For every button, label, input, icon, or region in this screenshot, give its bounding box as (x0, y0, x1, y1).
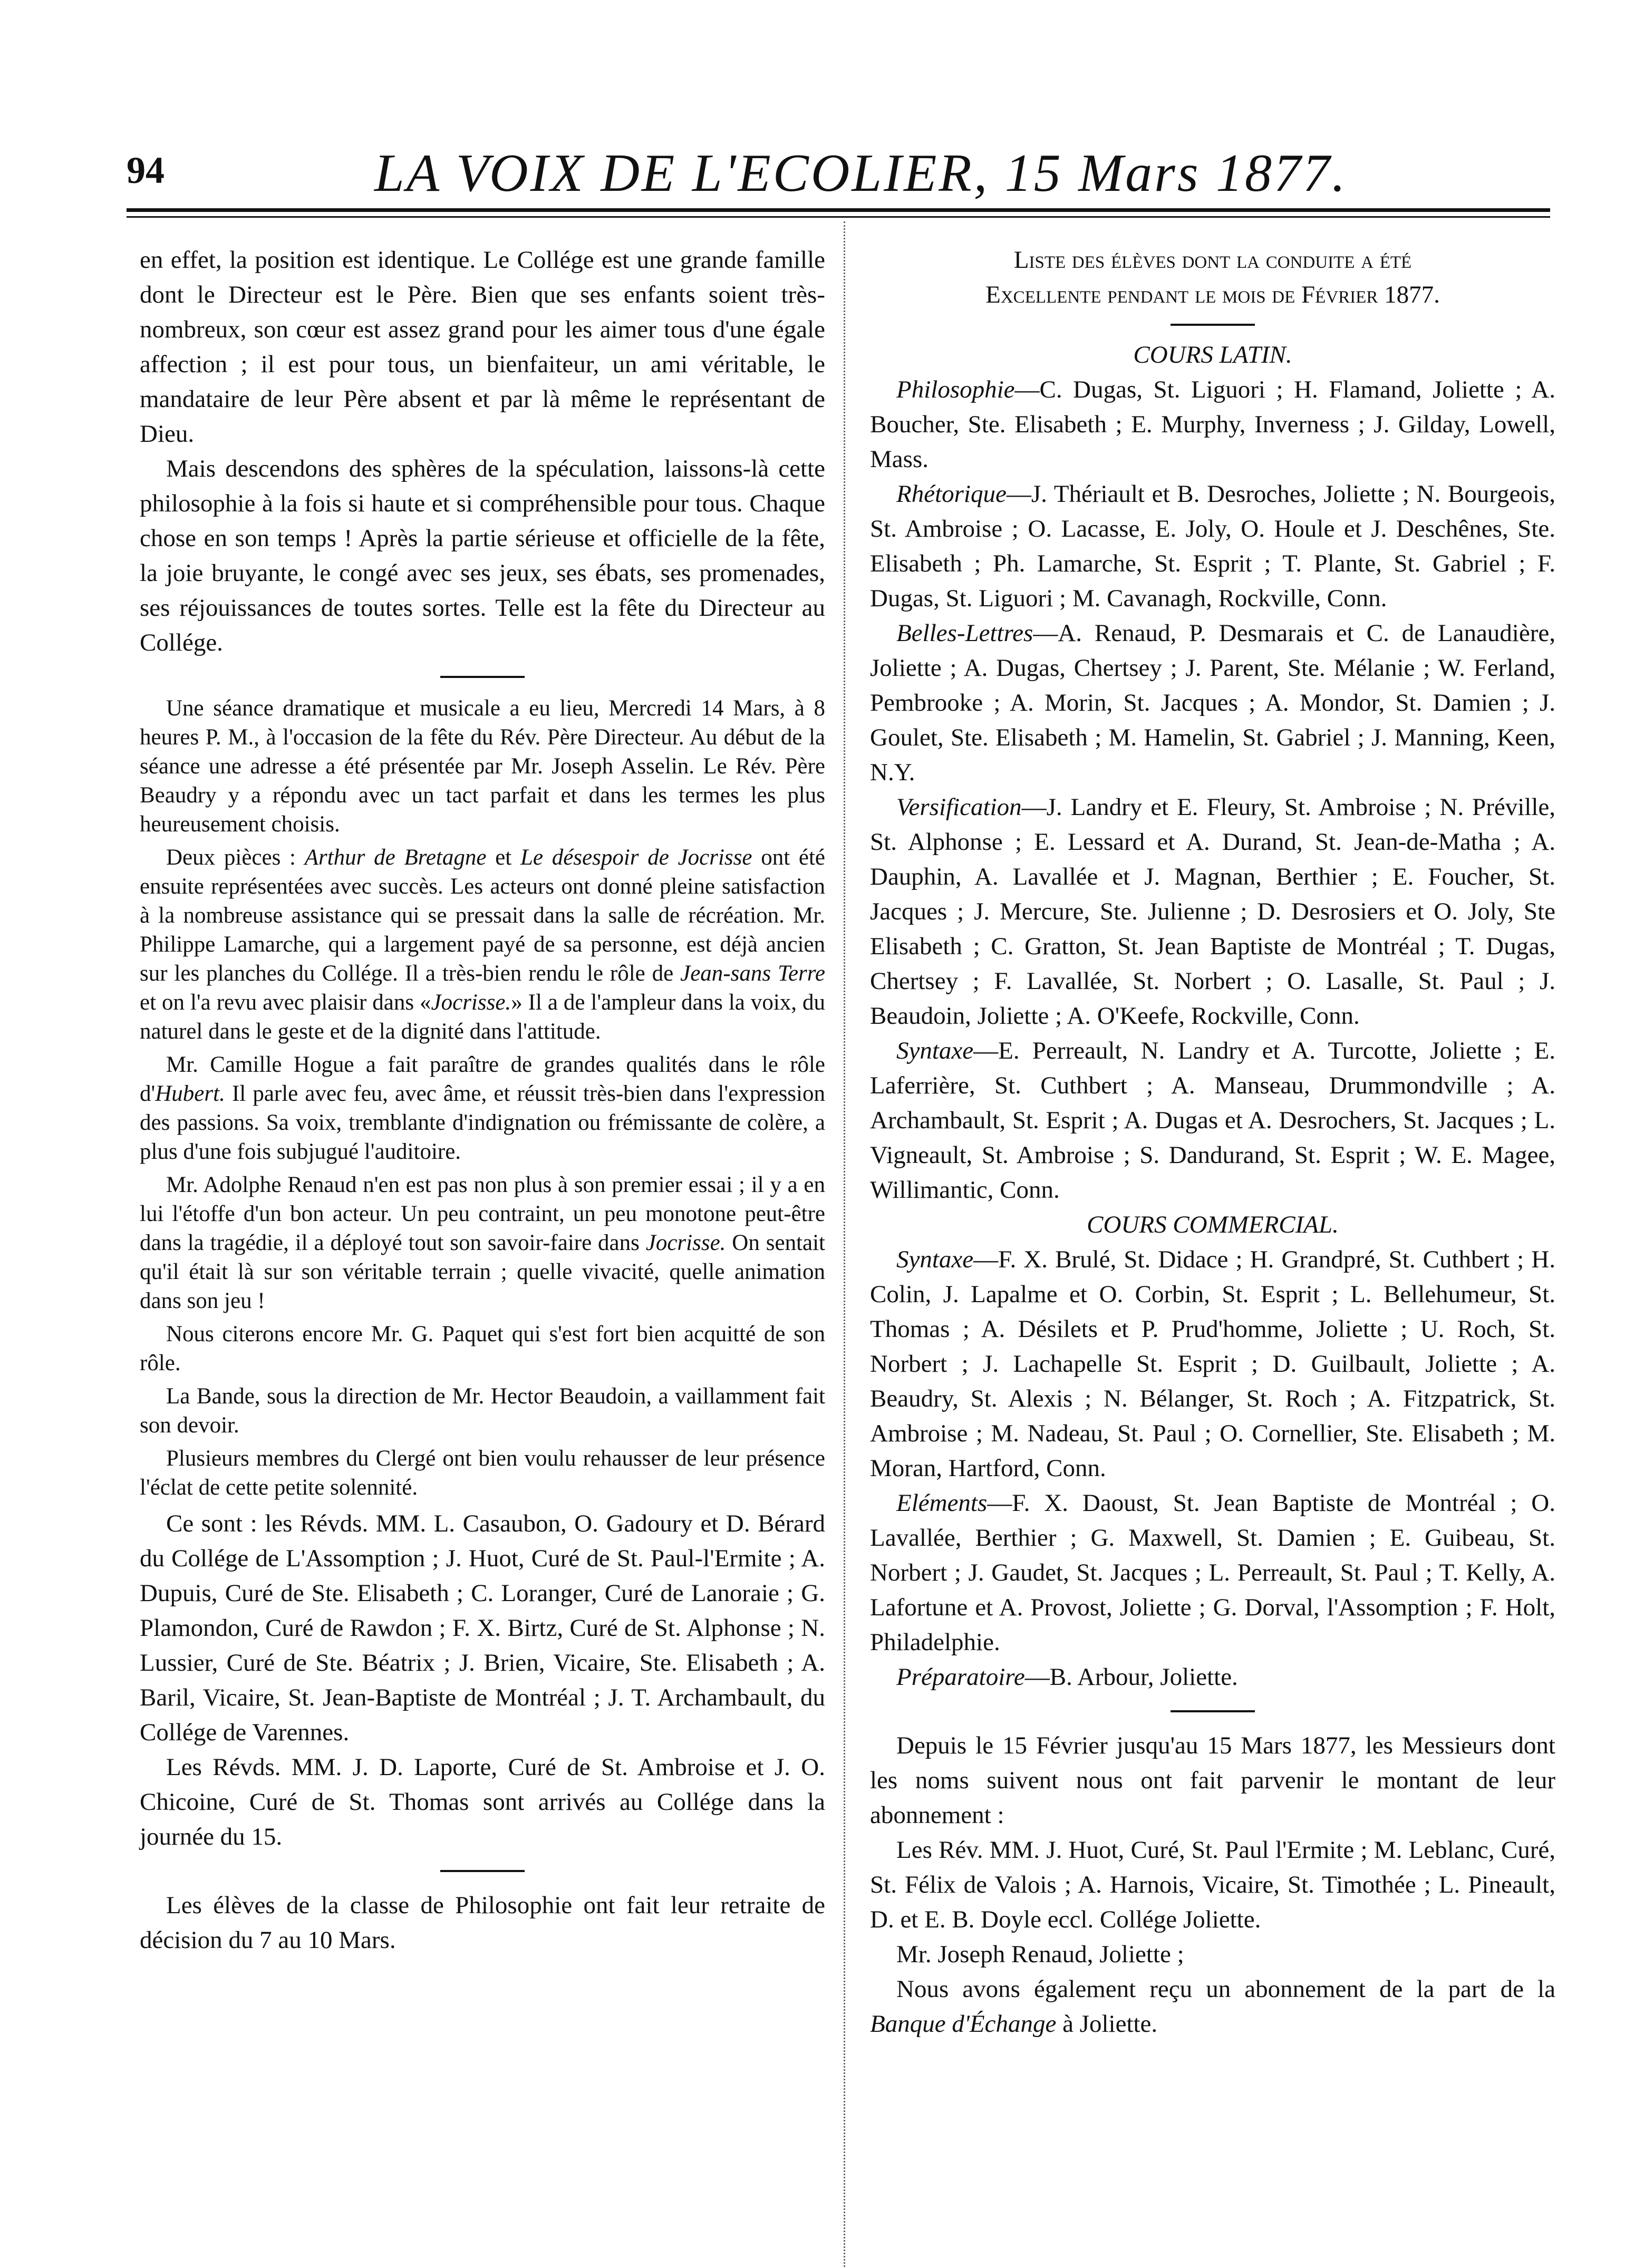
separator (1171, 1710, 1255, 1712)
paragraph-continuation: en effet, la position est identique. Le Collége est une grande famille dont le Directeur est le Père. Bien que ses enfants soient très-nombreux, son cœur est assez grand pour les aimer tous d'une égale affection ; il est pour tous, un bienfaiteur, un ami véritable, le mandataire de leur Père absent et par là même le représentant de Dieu. (140, 246, 825, 448)
play-title: Jocrisse. (645, 1230, 726, 1255)
text: et on l'a revu avec plaisir dans « (140, 990, 431, 1015)
left-column (140, 243, 825, 1957)
paragraph-paquet: Nous citerons encore Mr. G. Paquet qui s'est fort bien acquitté de son rôle. (140, 1322, 825, 1375)
page-number: 94 (127, 149, 165, 191)
class-students: —F. X. Brulé, St. Didace ; H. Grandpré, St. Cuthbert ; H. Colin, J. Lapalme et O. Corbin, St. Esprit ; L. Bellehumeur, St. Thomas ; A. Désilets et P. Prud'homme, Joliette ; U. Roch, St. Norbert ; J. Lachapelle St. Esprit ; D. Guilbault, Joliette ; A. Beaudry, St. Alexis ; N. Bélanger, St. Roch ; A. Fitzpatrick, St. Ambroise ; M. Nadeau, St. Paul ; O. Cornellier, Ste. Elisabeth ; M. Moran, Hartford, Conn. (870, 1246, 1555, 1482)
entry-preparatoire (870, 1660, 1555, 1694)
list-title-line-2: Excellente pendant le mois de Février 1877. (985, 281, 1440, 308)
paragraph-abonne-renaud: Mr. Joseph Renaud, Joliette ; (896, 1941, 1184, 1968)
section-heading-cours-commercial: COURS COMMERCIAL. (1087, 1211, 1339, 1238)
section-heading-cours-latin: COURS LATIN. (1133, 341, 1292, 369)
paragraph-renaud (140, 1170, 825, 1315)
text: » Il a de l'ampleur dans la voix, du naturel dans le geste et de la dignité dans l'attitude. (140, 990, 825, 1044)
bank-name: Banque d'Échange (870, 2010, 1057, 2038)
header-rule-thin (127, 216, 1550, 218)
text: Mr. Adolphe Renaud n'en est pas non plus à son premier essai ; il y a en lui l'étoffe d'un bon acteur. Un peu contraint, un peu monotone peut-être dans la tragédie, il a déployé tout son savoir-faire dans (140, 1172, 825, 1255)
entry-versification (870, 790, 1555, 1033)
play-title: Jocrisse. (431, 990, 511, 1015)
entry-philosophie (870, 372, 1555, 477)
paragraph-seance: Une séance dramatique et musicale a eu lieu, Mercredi 14 Mars, à 8 heures P. M., à l'occasion de la fête du Rév. Père Directeur. Au début de la séance une adresse a été présentée par Mr. Joseph Asselin. Le Rév. Père Beaudry y a répondu avec un tact parfait et dans les termes les plus heureusement choisis. (140, 696, 825, 837)
text: Deux pièces : (166, 845, 305, 870)
text: à Joliette. (1056, 2010, 1158, 2038)
right-column (870, 243, 1555, 2041)
entry-rhetorique (870, 477, 1555, 616)
class-students: —F. X. Daoust, St. Jean Baptiste de Montréal ; O. Lavallée, Berthier ; G. Maxwell, St. Damien ; E. Guibeau, St. Norbert ; J. Gaudet, St. Jacques ; L. Perreault, St. Paul ; T. Kelly, A. Lafortune et A. Provost, Joliette ; G. Dorval, l'Assomption ; F. Holt, Philadelphie. (870, 1489, 1555, 1656)
class-students: —J. Landry et E. Fleury, St. Ambroise ; N. Préville, St. Alphonse ; E. Lessard et A. Durand, St. Jean-de-Matha ; A. Dauphin, A. Lavallée et J. Magnan, Berthier ; E. Foucher, St. Jacques ; J. Mercure, Ste. Julienne ; D. Desrosiers et O. Joly, Ste Elisabeth ; C. Gratton, St. Jean Baptiste de Montréal ; T. Dugas, Chertsey ; F. Lavallée, St. Norbert ; O. Lasalle, St. Paul ; J. Beaudoin, Joliette ; A. O'Keefe, Rockville, Conn. (870, 793, 1555, 1030)
entry-syntaxe-commercial (870, 1242, 1555, 1486)
entry-syntaxe-latin (870, 1033, 1555, 1207)
class-students: —A. Renaud, P. Desmarais et C. de Lanaudière, Joliette ; A. Dugas, Chertsey ; J. Parent, Ste. Mélanie ; W. Ferland, Pembrooke ; A. Morin, St. Jacques ; A. Mondor, St. Damien ; J. Goulet, Ste. Elisabeth ; M. Hamelin, St. Gabriel ; J. Manning, Keen, N.Y. (870, 619, 1555, 786)
class-students: —C. Dugas, St. Liguori ; H. Flamand, Joliette ; A. Boucher, Ste. Elisabeth ; E. Murphy, Inverness ; J. Gilday, Lowell, Mass. (870, 376, 1555, 473)
class-students: —B. Arbour, Joliette. (1024, 1663, 1238, 1691)
class-label: Belles-Lettres (896, 619, 1033, 647)
paragraph-arrivals: Les Révds. MM. J. D. Laporte, Curé de St. Ambroise et J. O. Chicoine, Curé de St. Thomas sont arrivés au Collége dans la journée du 15. (140, 1753, 825, 1850)
class-label: Syntaxe (896, 1246, 974, 1273)
separator (440, 1870, 525, 1872)
separator (440, 676, 525, 678)
paragraph-bande: La Bande, sous la direction de Mr. Hector Beaudoin, a vaillamment fait son devoir. (140, 1384, 825, 1438)
text: On sentait qu'il était là sur son véritable terrain ; quelle vivacité, quelle animation dans son jeu ! (140, 1230, 825, 1313)
class-label: Versification (896, 793, 1022, 821)
entry-belles-lettres (870, 616, 1555, 790)
role-title: Hubert. (155, 1081, 225, 1106)
class-label: Préparatoire (896, 1663, 1025, 1691)
class-label: Eléments (896, 1489, 988, 1517)
class-label: Syntaxe (896, 1037, 974, 1064)
class-students: —J. Thériault et B. Desroches, Joliette ; N. Bourgeois, St. Ambroise ; O. Lacasse, E. Joly, O. Houle et J. Deschênes, Ste. Elisabeth ; Ph. Lamarche, St. Esprit ; T. Plante, St. Gabriel ; F. Dugas, St. Liguori ; M. Cavanagh, Rockville, Conn. (870, 480, 1555, 612)
running-title: LA VOIX DE L'ECOLIER, 15 Mars 1877. (374, 143, 1348, 203)
paragraph-abonnements: Depuis le 15 Février jusqu'au 15 Mars 1877, les Messieurs dont les noms suivent nous ont fait parvenir le montant de leur abonnement : (870, 1732, 1555, 1829)
paragraph-abonne-banque (870, 1972, 1555, 2041)
entry-elements (870, 1486, 1555, 1660)
text: Mr. Camille Hogue a fait paraître de grandes qualités dans le rôle d' (140, 1052, 825, 1106)
class-label: Rhétorique (896, 480, 1007, 508)
column-divider (844, 221, 845, 2267)
paragraph-clerge-list: Ce sont : les Révds. MM. L. Casaubon, O. Gadoury et D. Bérard du Collége de L'Assomption ; J. Huot, Curé de St. Paul-l'Ermite ; A. Dupuis, Curé de Ste. Elisabeth ; C. Loranger, Curé de Lanoraie ; G. Plamondon, Curé de Rawdon ; F. X. Birtz, Curé de St. Alphonse ; N. Lussier, Curé de Ste. Béatrix ; J. Brien, Vicaire, Ste. Elisabeth ; A. Baril, Vicaire, St. Jean-Baptiste de Montréal ; J. T. Archambault, du Collége de Varennes. (140, 1510, 825, 1746)
text: Il parle avec feu, avec âme, et réussit très-bien dans l'expression des passions. Sa voix, tremblante d'indignation ou frémissante de colère, a plus d'une fois subjugué l'auditoire. (140, 1081, 825, 1164)
page-header (127, 142, 1550, 203)
paragraph-hogue (140, 1050, 825, 1166)
paragraph-fete-directeur: Mais descendons des sphères de la spéculation, laissons-là cette philosophie à la fois si haute et si compréhensible pour tous. Chaque chose en son temps ! Après la partie sérieuse et officielle de la fête, la joie bruyante, le congé avec ses jeux, ses ébats, ses promenades, ses réjouissances de toutes sortes. Telle est la fête du Directeur au Collége. (140, 455, 825, 656)
header-rule-thick (127, 208, 1550, 212)
paragraph-clerge: Plusieurs membres du Clergé ont bien voulu rehausser de leur présence l'éclat de cette petite solennité. (140, 1446, 825, 1500)
play-title: Le désespoir de Jocrisse (520, 845, 752, 870)
role-title: Jean-sans Terre (680, 961, 826, 986)
paragraph-deux-pieces (140, 843, 825, 1046)
play-title: Arthur de Bretagne (304, 845, 487, 870)
paragraph-retraite: Les élèves de la classe de Philosophie ont fait leur retraite de décision du 7 au 10 Mars. (140, 1892, 825, 1954)
list-title-line-1: Liste des élèves dont la conduite a été (1013, 246, 1412, 274)
text: et (486, 845, 520, 870)
separator (1171, 324, 1255, 326)
paragraph-abonnes-clerge: Les Rév. MM. J. Huot, Curé, St. Paul l'Ermite ; M. Leblanc, Curé, St. Félix de Valois ; A. Harnois, Vicaire, St. Timothée ; L. Pineault, D. et E. B. Doyle eccl. Collége Joliette. (870, 1836, 1555, 1933)
text: ont été ensuite représentées avec succès. Les acteurs ont donné pleine satisfaction à la nombreuse assistance qui se pressait dans la salle de récréation. Mr. Philippe Lamarche, qui a largement payé de sa personne, est déjà ancien sur les planches du Collége. Il a très-bien rendu le rôle de (140, 845, 825, 986)
class-label: Philosophie (896, 376, 1015, 403)
text: Nous avons également reçu un abonnement de la part de la (896, 1975, 1555, 2003)
class-students: —E. Perreault, N. Landry et A. Turcotte, Joliette ; E. Laferrière, St. Cuthbert ; A. Manseau, Drummondville ; A. Archambault, St. Esprit ; A. Dugas et A. Desrochers, St. Jacques ; L. Vigneault, St. Ambroise ; S. Dandurand, St. Esprit ; W. E. Magee, Willimantic, Conn. (870, 1037, 1555, 1204)
